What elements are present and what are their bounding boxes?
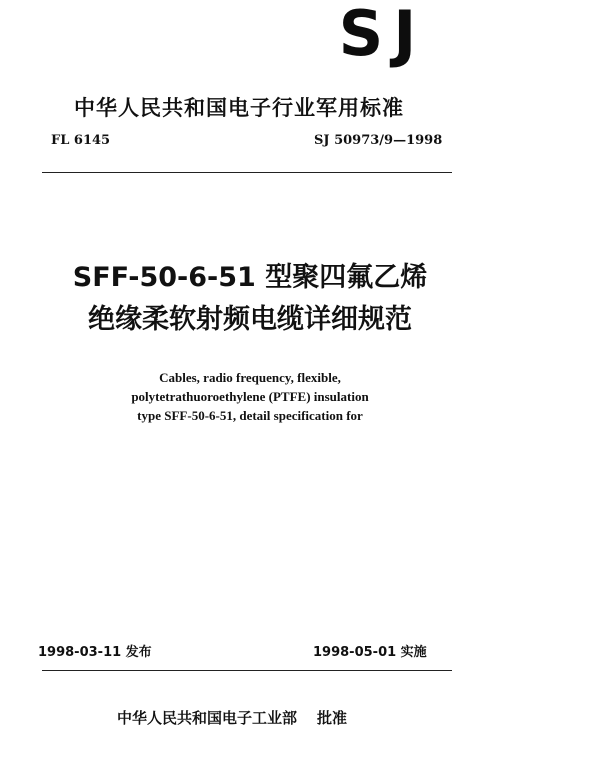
title-en-line-1: Cables, radio frequency, flexible, [159, 370, 341, 385]
document-title-cn [40, 257, 460, 341]
sj-logo: SJ [338, 0, 427, 70]
header-divider [42, 172, 452, 173]
title-cn-line-2: 绝缘柔软射频电缆详细规范 [88, 304, 412, 335]
standard-number: SJ 50973/9—1998 [314, 133, 443, 148]
title-en-line-2: polytetrathuoroethylene (PTFE) insulation [131, 389, 369, 404]
standard-category: 中华人民共和国电子行业军用标准 [74, 96, 404, 120]
issue-date: 1998-03-11 发布 [38, 645, 152, 660]
approving-authority [117, 707, 347, 728]
approval-label: 批准 [317, 709, 348, 727]
implementation-date: 1998-05-01 实施 [313, 645, 427, 660]
approver-name: 中华人民共和国电子工业部 [117, 709, 298, 727]
title-cn-line-1: SFF-50-6-51 型聚四氟乙烯 [72, 262, 428, 293]
document-title-en [80, 368, 420, 425]
footer-divider [42, 670, 452, 671]
classification-code: FL 6145 [51, 133, 111, 148]
title-en-line-3: type SFF-50-6-51, detail specification for [137, 408, 363, 423]
